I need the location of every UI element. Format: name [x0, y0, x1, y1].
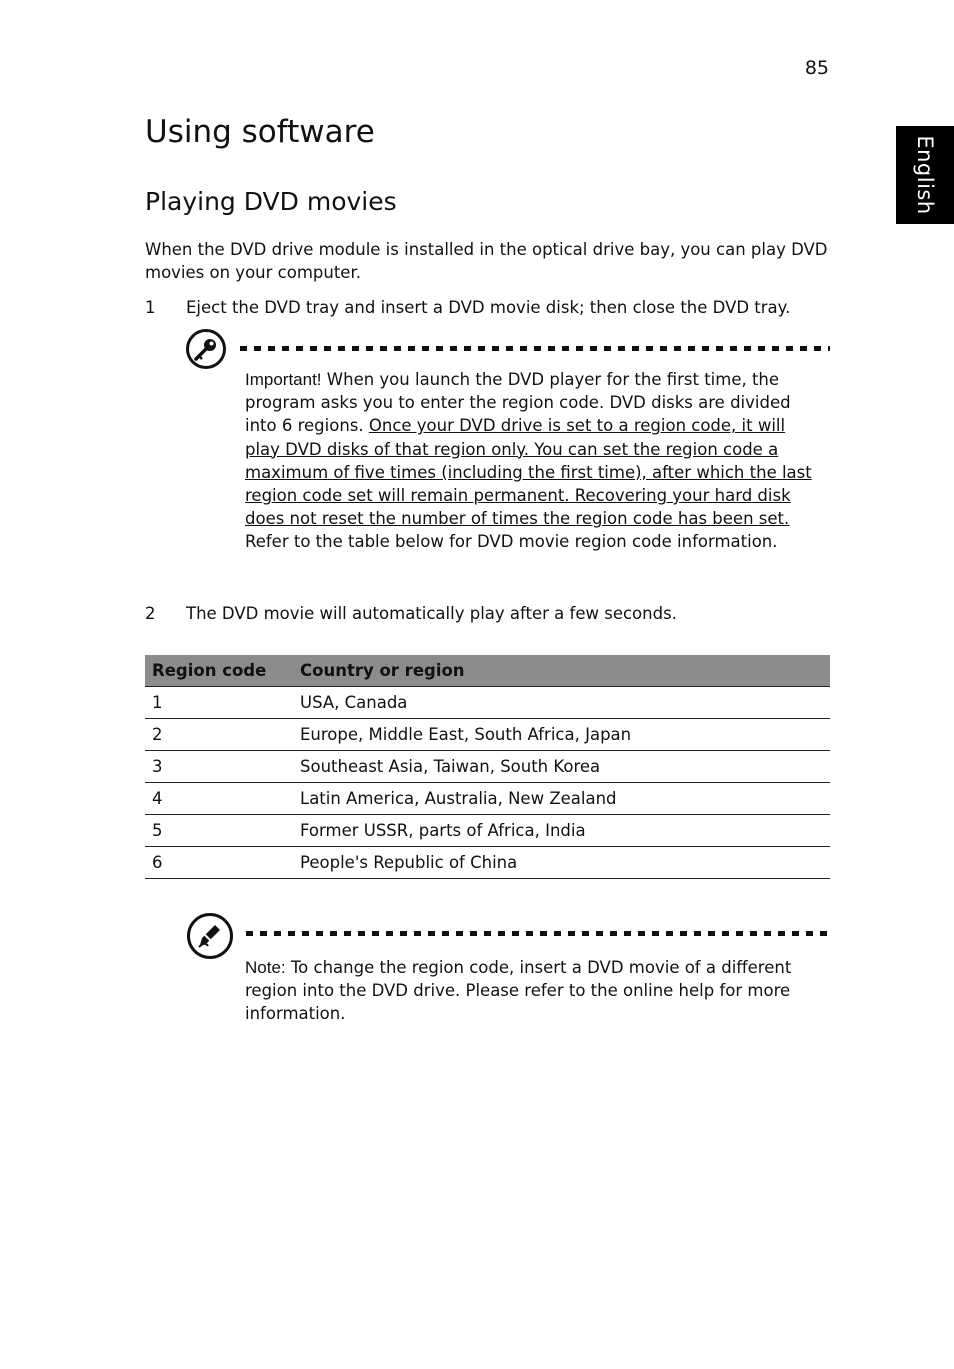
key-icon [186, 329, 226, 369]
step-number: 2 [145, 604, 156, 623]
important-text-after: Refer to the table below for DVD movie region code information. [245, 532, 778, 552]
table-row [145, 783, 830, 815]
table-cell: Southeast Asia, Taiwan, South Korea [293, 751, 830, 783]
section-title: Playing DVD movies [145, 187, 397, 216]
table-cell: Former USSR, parts of Africa, India [293, 815, 830, 847]
table-cell: USA, Canada [293, 687, 830, 719]
table-row [145, 815, 830, 847]
table-row [145, 847, 830, 879]
callout-separator [240, 346, 830, 351]
important-label: Important! [245, 370, 322, 389]
table-row [145, 719, 830, 751]
table-cell: Latin America, Australia, New Zealand [293, 783, 830, 815]
table-row [145, 751, 830, 783]
table-header-row [145, 655, 830, 687]
table-cell: 3 [145, 751, 293, 783]
table-cell: 5 [145, 815, 293, 847]
step-number: 1 [145, 298, 156, 317]
important-callout [245, 368, 820, 554]
important-text-before: When you launch the DVD player for the first time, the program asks you to enter the region code. DVD disks are divided into 6 regions. [245, 370, 791, 436]
table-cell: Europe, Middle East, South Africa, Japan [293, 719, 830, 751]
header-region-code: Region code [145, 655, 293, 687]
step-text: Eject the DVD tray and insert a DVD movie disk; then close the DVD tray. [186, 298, 791, 317]
intro-paragraph: When the DVD drive module is installed in the optical drive bay, you can play DVD movies on your computer. [145, 240, 828, 282]
language-tab-label: English [913, 135, 937, 215]
note-pen-icon [187, 913, 233, 959]
region-code-table [145, 655, 830, 879]
table-cell: People's Republic of China [293, 847, 830, 879]
header-country-or-region: Country or region [293, 655, 830, 687]
callout-separator [246, 931, 830, 936]
language-tab [896, 126, 954, 224]
step-text: The DVD movie will automatically play after a few seconds. [186, 604, 677, 623]
note-text: To change the region code, insert a DVD movie of a different region into the DVD drive. Please refer to the online help for more information. [245, 958, 792, 1024]
table-cell: 2 [145, 719, 293, 751]
important-underlined-text: Once your DVD drive is set to a region code, it will play DVD disks of that region only. You can set the region code a maximum of five times (including the first time), after which the last region code set will remain permanent. Recovering your hard disk does not reset the number of times the region code has been set. [245, 416, 812, 529]
note-callout [245, 956, 805, 1026]
table-cell: 4 [145, 783, 293, 815]
table-row [145, 687, 830, 719]
note-label: Note: [245, 958, 286, 977]
table-cell: 6 [145, 847, 293, 879]
table-cell: 1 [145, 687, 293, 719]
page-title: Using software [145, 114, 375, 150]
page-number: 85 [804, 57, 829, 79]
